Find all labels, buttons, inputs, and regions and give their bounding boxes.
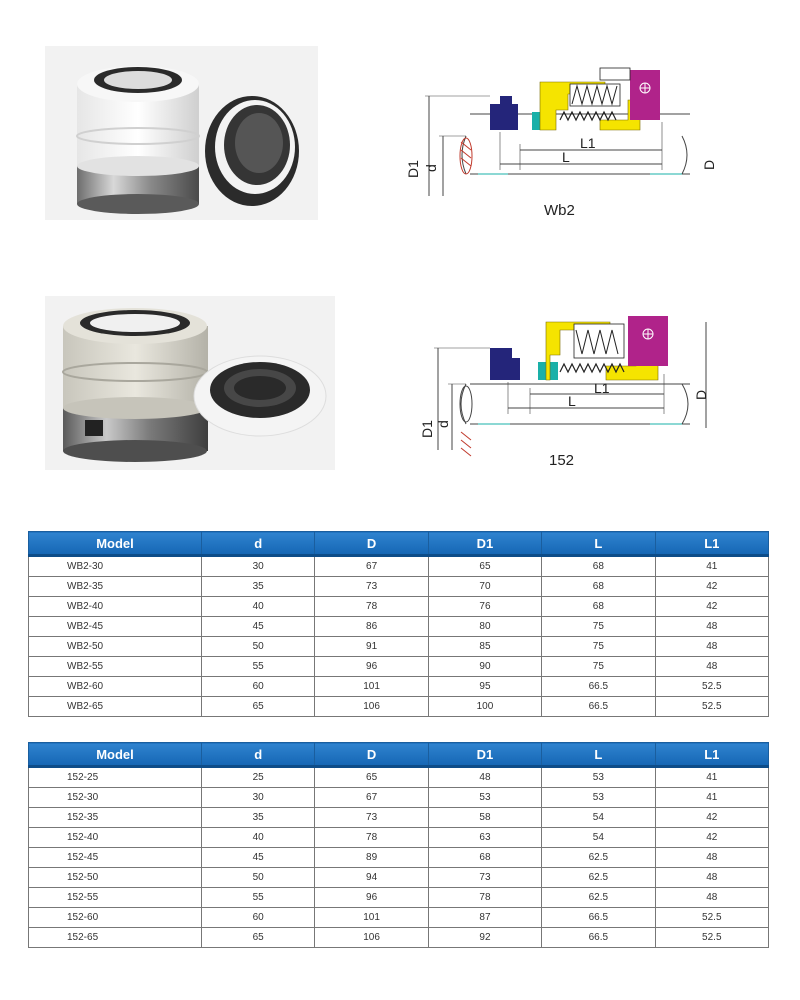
value-cell: 91 xyxy=(315,637,428,657)
value-cell: 68 xyxy=(428,848,541,868)
model-cell: WB2-30 xyxy=(29,556,202,577)
value-cell: 78 xyxy=(315,597,428,617)
header-cell: D1 xyxy=(428,532,541,556)
table-row xyxy=(29,788,769,808)
spec-table-152 xyxy=(28,742,769,948)
value-cell: 75 xyxy=(542,657,655,677)
value-cell: 41 xyxy=(655,767,768,788)
model-cell: WB2-45 xyxy=(29,617,202,637)
table-row xyxy=(29,888,769,908)
value-cell: 60 xyxy=(202,677,315,697)
label-d: d xyxy=(435,420,451,428)
model-cell: 152-35 xyxy=(29,808,202,828)
value-cell: 45 xyxy=(202,848,315,868)
value-cell: 55 xyxy=(202,657,315,677)
value-cell: 48 xyxy=(655,637,768,657)
value-cell: 41 xyxy=(655,788,768,808)
table-row xyxy=(29,808,769,828)
diagram-caption-wb2: Wb2 xyxy=(544,202,575,219)
table-row xyxy=(29,617,769,637)
value-cell: 52.5 xyxy=(655,677,768,697)
value-cell: 73 xyxy=(428,868,541,888)
value-cell: 106 xyxy=(315,697,428,717)
value-cell: 94 xyxy=(315,868,428,888)
value-cell: 96 xyxy=(315,888,428,908)
value-cell: 40 xyxy=(202,597,315,617)
value-cell: 42 xyxy=(655,597,768,617)
value-cell: 30 xyxy=(202,556,315,577)
value-cell: 89 xyxy=(315,848,428,868)
header-cell: L xyxy=(542,532,655,556)
value-cell: 45 xyxy=(202,617,315,637)
value-cell: 87 xyxy=(428,908,541,928)
label-d-outer: D xyxy=(693,389,709,400)
value-cell: 52.5 xyxy=(655,908,768,928)
value-cell: 68 xyxy=(542,556,655,577)
label-l: L xyxy=(568,393,576,409)
value-cell: 50 xyxy=(202,868,315,888)
table-row xyxy=(29,767,769,788)
header-cell: L1 xyxy=(655,532,768,556)
label-d: d xyxy=(423,164,439,172)
value-cell: 42 xyxy=(655,577,768,597)
header-cell: d xyxy=(202,532,315,556)
model-cell: WB2-50 xyxy=(29,637,202,657)
table-row xyxy=(29,577,769,597)
table-row xyxy=(29,928,769,948)
label-d1: D1 xyxy=(419,420,435,438)
header-cell: L xyxy=(542,743,655,767)
value-cell: 68 xyxy=(542,597,655,617)
model-cell: 152-65 xyxy=(29,928,202,948)
value-cell: 50 xyxy=(202,637,315,657)
value-cell: 42 xyxy=(655,808,768,828)
value-cell: 66.5 xyxy=(542,697,655,717)
model-cell: 152-25 xyxy=(29,767,202,788)
value-cell: 62.5 xyxy=(542,888,655,908)
table-row xyxy=(29,868,769,888)
value-cell: 53 xyxy=(542,788,655,808)
product-photo-152 xyxy=(45,296,335,470)
value-cell: 48 xyxy=(655,888,768,908)
value-cell: 85 xyxy=(428,637,541,657)
model-cell: 152-50 xyxy=(29,868,202,888)
value-cell: 95 xyxy=(428,677,541,697)
value-cell: 67 xyxy=(315,788,428,808)
model-cell: 152-30 xyxy=(29,788,202,808)
value-cell: 54 xyxy=(542,828,655,848)
label-l: L xyxy=(562,149,570,165)
model-cell: WB2-65 xyxy=(29,697,202,717)
value-cell: 75 xyxy=(542,637,655,657)
table-row xyxy=(29,637,769,657)
value-cell: 66.5 xyxy=(542,908,655,928)
diagram-caption-152: 152 xyxy=(549,452,575,469)
value-cell: 42 xyxy=(655,828,768,848)
value-cell: 48 xyxy=(428,767,541,788)
model-cell: WB2-40 xyxy=(29,597,202,617)
value-cell: 90 xyxy=(428,657,541,677)
value-cell: 86 xyxy=(315,617,428,637)
value-cell: 106 xyxy=(315,928,428,948)
value-cell: 53 xyxy=(542,767,655,788)
value-cell: 58 xyxy=(428,808,541,828)
header-cell: D1 xyxy=(428,743,541,767)
header-cell: d xyxy=(202,743,315,767)
header-cell: D xyxy=(315,743,428,767)
table-row xyxy=(29,657,769,677)
product-photo-wb2 xyxy=(45,46,318,220)
header-cell: L1 xyxy=(655,743,768,767)
value-cell: 65 xyxy=(202,697,315,717)
table-row xyxy=(29,828,769,848)
header-cell: Model xyxy=(29,532,202,556)
value-cell: 73 xyxy=(315,808,428,828)
value-cell: 65 xyxy=(202,928,315,948)
table-body xyxy=(29,556,769,717)
value-cell: 53 xyxy=(428,788,541,808)
header-cell: D xyxy=(315,532,428,556)
value-cell: 41 xyxy=(655,556,768,577)
model-cell: 152-55 xyxy=(29,888,202,908)
value-cell: 48 xyxy=(655,657,768,677)
value-cell: 30 xyxy=(202,788,315,808)
table-row xyxy=(29,556,769,577)
value-cell: 101 xyxy=(315,677,428,697)
model-cell: WB2-55 xyxy=(29,657,202,677)
label-l1: L1 xyxy=(594,380,610,396)
spec-table-wb2 xyxy=(28,531,769,717)
table-header-row xyxy=(29,743,769,767)
value-cell: 48 xyxy=(655,848,768,868)
table-row xyxy=(29,697,769,717)
value-cell: 70 xyxy=(428,577,541,597)
value-cell: 75 xyxy=(542,617,655,637)
value-cell: 100 xyxy=(428,697,541,717)
model-cell: WB2-60 xyxy=(29,677,202,697)
value-cell: 52.5 xyxy=(655,697,768,717)
value-cell: 52.5 xyxy=(655,928,768,948)
value-cell: 66.5 xyxy=(542,928,655,948)
value-cell: 55 xyxy=(202,888,315,908)
model-cell: 152-45 xyxy=(29,848,202,868)
value-cell: 25 xyxy=(202,767,315,788)
value-cell: 78 xyxy=(315,828,428,848)
label-d-outer: D xyxy=(701,159,717,170)
value-cell: 65 xyxy=(428,556,541,577)
table-row xyxy=(29,677,769,697)
value-cell: 96 xyxy=(315,657,428,677)
value-cell: 67 xyxy=(315,556,428,577)
label-l1: L1 xyxy=(580,135,596,151)
value-cell: 80 xyxy=(428,617,541,637)
value-cell: 78 xyxy=(428,888,541,908)
table-header-row xyxy=(29,532,769,556)
value-cell: 62.5 xyxy=(542,868,655,888)
table-row xyxy=(29,848,769,868)
value-cell: 60 xyxy=(202,908,315,928)
value-cell: 40 xyxy=(202,828,315,848)
label-d1: D1 xyxy=(405,160,421,178)
table-row xyxy=(29,597,769,617)
value-cell: 65 xyxy=(315,767,428,788)
value-cell: 48 xyxy=(655,868,768,888)
model-cell: WB2-35 xyxy=(29,577,202,597)
value-cell: 68 xyxy=(542,577,655,597)
model-cell: 152-60 xyxy=(29,908,202,928)
value-cell: 54 xyxy=(542,808,655,828)
value-cell: 62.5 xyxy=(542,848,655,868)
value-cell: 76 xyxy=(428,597,541,617)
value-cell: 63 xyxy=(428,828,541,848)
value-cell: 92 xyxy=(428,928,541,948)
value-cell: 48 xyxy=(655,617,768,637)
value-cell: 73 xyxy=(315,577,428,597)
value-cell: 35 xyxy=(202,808,315,828)
value-cell: 101 xyxy=(315,908,428,928)
value-cell: 35 xyxy=(202,577,315,597)
model-cell: 152-40 xyxy=(29,828,202,848)
value-cell: 66.5 xyxy=(542,677,655,697)
table-body xyxy=(29,767,769,948)
header-cell: Model xyxy=(29,743,202,767)
table-row xyxy=(29,908,769,928)
